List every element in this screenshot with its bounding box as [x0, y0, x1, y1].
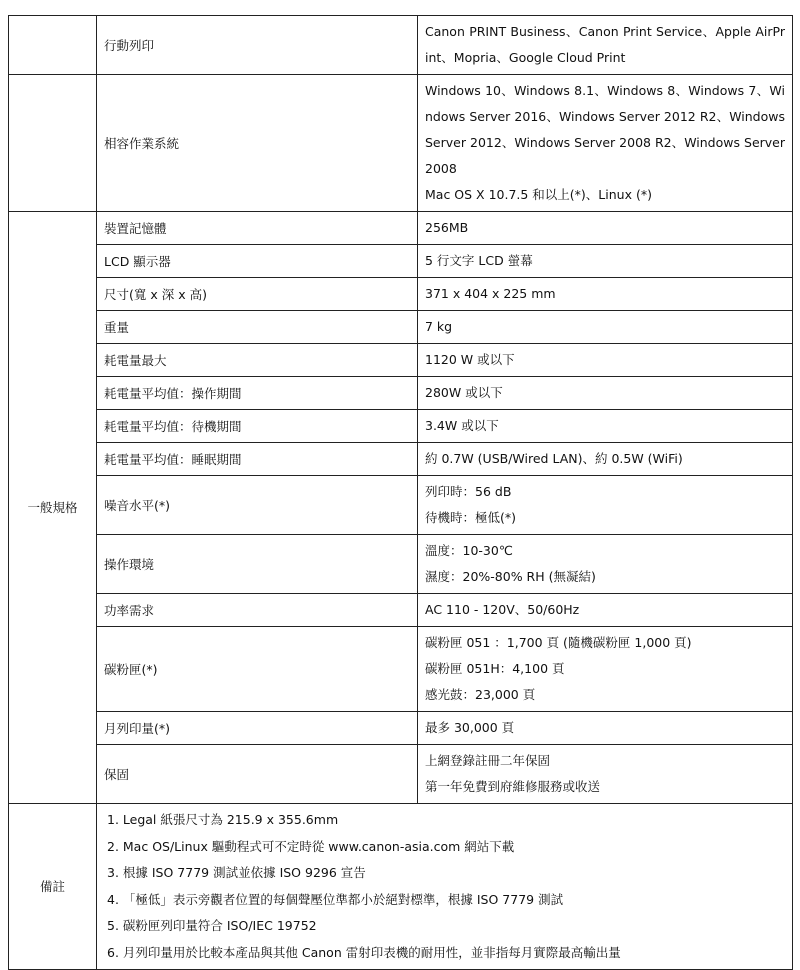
spec-label: 相容作業系統 [97, 75, 418, 212]
spec-row [9, 627, 793, 712]
spec-label: 操作環境 [97, 535, 418, 594]
spec-row [9, 377, 793, 410]
spec-label: 耗電量平均值：睡眠期間 [97, 443, 418, 476]
spec-label: 耗電量最大 [97, 344, 418, 377]
spec-value-line: 最多 30,000 頁 [425, 720, 515, 735]
category-general: 一般規格 [9, 212, 97, 804]
note-item: 2. Mac OS/Linux 驅動程式可不定時從 www.canon-asia.com 網站下載 [107, 838, 515, 854]
spec-value [418, 212, 793, 245]
spec-value-line: Canon PRINT Business、Canon Print Service、Apple AirPrint、Mopria、Google Cloud Print [425, 24, 785, 65]
spec-value [418, 535, 793, 594]
category-cell-empty [9, 16, 97, 75]
category-notes: 備註 [9, 804, 97, 970]
spec-value [418, 377, 793, 410]
note-item: 5. 碳粉匣列印量符合 ISO/IEC 19752 [107, 918, 317, 933]
spec-value [418, 476, 793, 535]
note-item: 3. 根據 ISO 7779 測試並依據 ISO 9296 宣告 [107, 865, 366, 880]
note-item: 4. 「極低」表示旁觀者位置的每個聲壓位準都小於絕對標準，根據 ISO 7779 測試 [107, 891, 564, 907]
spec-label: 行動列印 [97, 16, 418, 75]
spec-value-line: 約 0.7W (USB/Wired LAN)、約 0.5W (WiFi) [425, 451, 683, 466]
spec-value-line: Mac OS X 10.7.5 和以上(*)、Linux (*) [425, 187, 652, 202]
spec-value-line: 待機時：極低(*) [425, 510, 517, 525]
spec-value-line: 濕度：20%-80% RH (無凝結) [425, 569, 596, 584]
notes-row [9, 804, 793, 970]
spec-value [418, 627, 793, 712]
spec-table [8, 15, 793, 970]
spec-label: 耗電量平均值：操作期間 [97, 377, 418, 410]
category-cell-empty [9, 75, 97, 212]
spec-value [418, 75, 793, 212]
spec-value-line: 感光鼓：23,000 頁 [425, 687, 536, 702]
spec-label: 保固 [97, 745, 418, 804]
spec-value-line: 3.4W 或以下 [425, 418, 499, 433]
spec-value [418, 344, 793, 377]
spec-label: 功率需求 [97, 594, 418, 627]
spec-label: 碳粉匣(*) [97, 627, 418, 712]
spec-value-line: 上網登錄註冊二年保固 [425, 753, 551, 768]
spec-value-line: 第一年免費到府維修服務或收送 [425, 779, 601, 794]
spec-value-line: 256MB [425, 220, 469, 235]
spec-row [9, 16, 793, 75]
spec-value [418, 594, 793, 627]
spec-value-line: 371 x 404 x 225 mm [425, 286, 556, 301]
spec-row [9, 212, 793, 245]
spec-value-line: 7 kg [425, 319, 453, 334]
spec-value [418, 410, 793, 443]
note-item: 6. 月列印量用於比較本產品與其他 Canon 雷射印表機的耐用性，並非指每月實際最高輸出量 [107, 944, 621, 960]
note-item: 1. Legal 紙張尺寸為 215.9 x 355.6mm [107, 812, 339, 827]
spec-row [9, 278, 793, 311]
spec-label: 裝置記憶體 [97, 212, 418, 245]
spec-value-line: 列印時：56 dB [425, 484, 512, 499]
spec-value-line: 280W 或以下 [425, 385, 503, 400]
spec-row [9, 311, 793, 344]
spec-label: 重量 [97, 311, 418, 344]
spec-value [418, 278, 793, 311]
spec-label: 月列印量(*) [97, 712, 418, 745]
spec-row [9, 476, 793, 535]
spec-label: 耗電量平均值：待機期間 [97, 410, 418, 443]
spec-row [9, 344, 793, 377]
spec-label: LCD 顯示器 [97, 245, 418, 278]
notes-list [97, 804, 793, 970]
spec-row [9, 410, 793, 443]
spec-value [418, 16, 793, 75]
spec-row [9, 745, 793, 804]
spec-value-line: 5 行文字 LCD 螢幕 [425, 253, 533, 268]
spec-row [9, 535, 793, 594]
spec-value-line: 溫度：10-30℃ [425, 543, 513, 558]
spec-row [9, 245, 793, 278]
spec-row [9, 594, 793, 627]
spec-row [9, 712, 793, 745]
spec-value-line: AC 110 - 120V、50/60Hz [425, 602, 580, 617]
spec-label: 噪音水平(*) [97, 476, 418, 535]
spec-value-line: 碳粉匣 051 ：1,700 頁 (隨機碳粉匣 1,000 頁) [425, 635, 692, 650]
spec-value-line: Windows 10、Windows 8.1、Windows 8、Windows 7、Windows Server 2016、Windows Server 2012 R2、Windows Server 2012、Windows Server 2008 R2、Windows Server 2008 [425, 83, 785, 176]
spec-value [418, 443, 793, 476]
spec-row [9, 75, 793, 212]
spec-value-line: 1120 W 或以下 [425, 352, 515, 367]
spec-value-line: 碳粉匣 051H：4,100 頁 [425, 661, 565, 676]
spec-value [418, 311, 793, 344]
spec-value [418, 745, 793, 804]
spec-label: 尺寸(寬 x 深 x 高) [97, 278, 418, 311]
spec-value [418, 245, 793, 278]
spec-row [9, 443, 793, 476]
spec-value [418, 712, 793, 745]
